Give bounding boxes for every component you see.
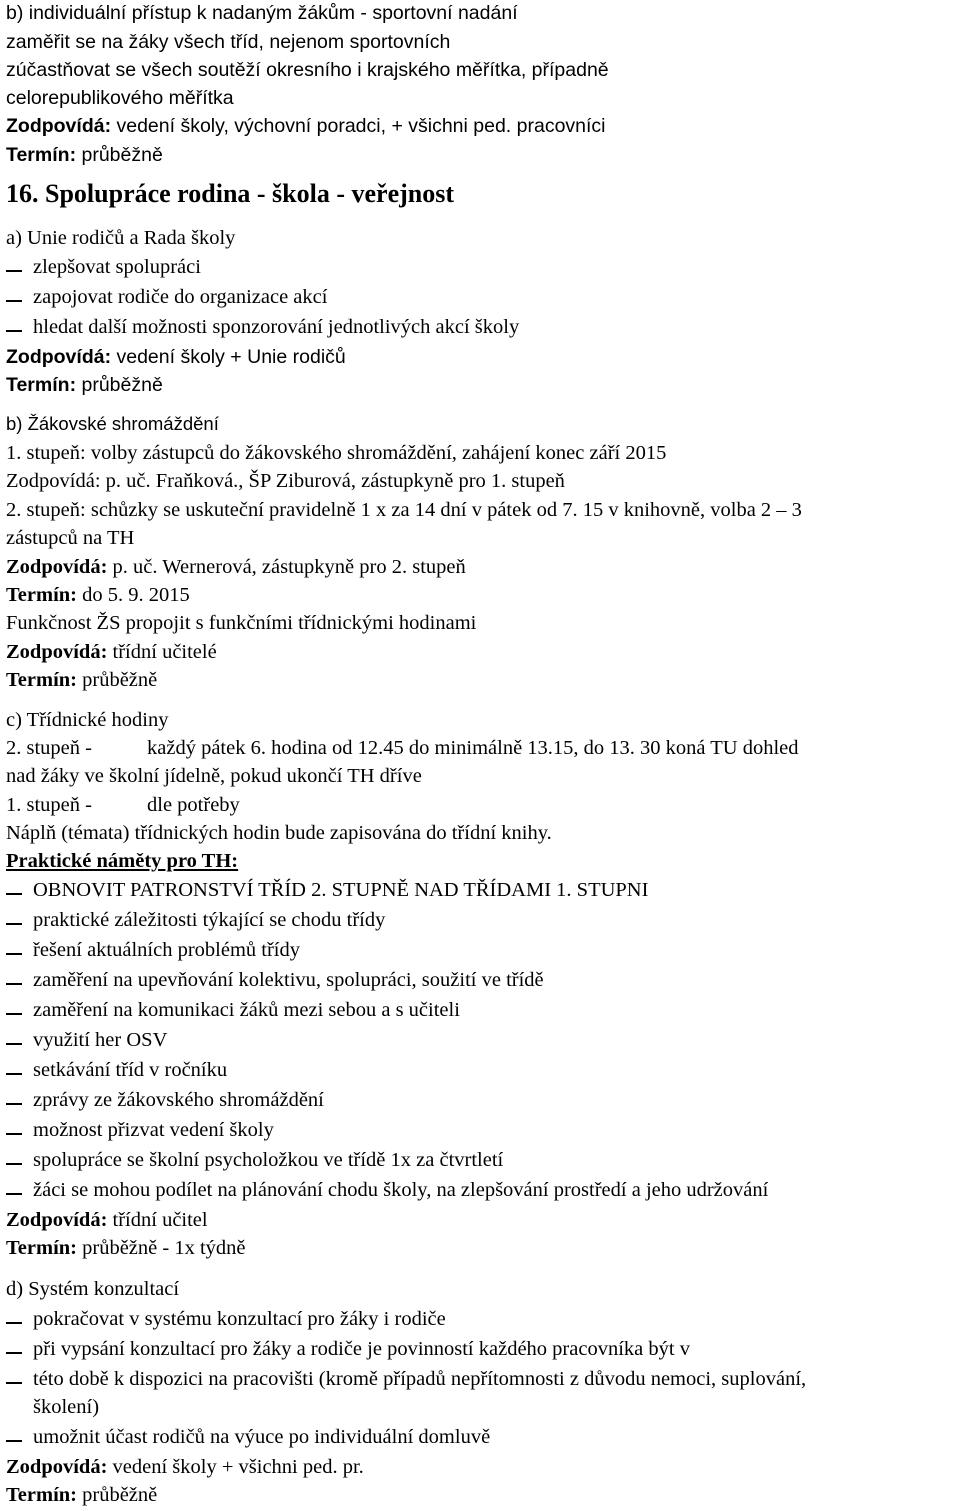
dash-bullet [6, 923, 22, 925]
text-line: celorepublikového měřítka [6, 87, 234, 109]
dash-bullet [6, 983, 22, 985]
dash-bullet [6, 1133, 22, 1135]
subsection-title: a) Unie rodičů a Rada školy [6, 227, 236, 249]
level-text: každý pátek 6. hodina od 12.45 do minimálně 13.15, do 13. 30 koná TU dohled [147, 737, 799, 759]
list-item: řešení aktuálních problémů třídy [33, 939, 300, 961]
text-line [6, 737, 799, 760]
term-line [6, 1237, 246, 1260]
level-text: dle potřeby [147, 794, 240, 816]
dash-bullet [6, 1163, 22, 1165]
list-item: umožnit účast rodičů na výuce po individuální domluvě [33, 1426, 491, 1448]
list-item-continuation: školení) [33, 1396, 100, 1418]
term-label: Termín: [6, 669, 77, 691]
dash-bullet [6, 1352, 22, 1354]
subsection-title: b) Žákovské shromáždění [6, 413, 219, 434]
dash-bullet [6, 1043, 22, 1045]
responsibility-line [6, 1209, 208, 1232]
list-item: zapojovat rodiče do organizace akcí [33, 286, 328, 308]
dash-bullet [6, 893, 22, 895]
dash-bullet [6, 1103, 22, 1105]
list-item: hledat další možnosti sponzorování jednotlivých akcí školy [33, 316, 520, 338]
resp-label: Zodpovídá: [6, 556, 108, 578]
term-value: průběžně [77, 1484, 158, 1506]
responsibility-line [6, 1456, 364, 1479]
level-label: 2. stupeň - [6, 737, 92, 759]
responsibility-line [6, 556, 466, 579]
term-label: Termín: [6, 1484, 77, 1506]
term-label: Termín: [6, 1237, 77, 1259]
list-item: setkávání tříd v ročníku [33, 1059, 228, 1081]
text-line: nad žáky ve školní jídelně, pokud ukončí TH dříve [6, 765, 422, 787]
responsibility-line [6, 115, 606, 138]
list-item: využití her OSV [33, 1029, 168, 1051]
list-item: pokračovat v systému konzultací pro žáky i rodiče [33, 1308, 446, 1330]
dash-bullet [6, 1322, 22, 1324]
list-item: při vypsání konzultací pro žáky a rodiče je povinností každého pracovníka být v [33, 1338, 690, 1360]
section-heading: 16. Spolupráce rodina - škola - veřejnost [6, 179, 455, 208]
term-value: průběžně [77, 669, 158, 691]
text-line: Zodpovídá: p. uč. Fraňková., ŠP Ziburová, zástupkyně pro 1. stupeň [6, 470, 565, 492]
text-line: Náplň (témata) třídnických hodin bude zapisována do třídní knihy. [6, 822, 552, 844]
resp-label: Zodpovídá: [6, 1456, 108, 1478]
dash-bullet [6, 953, 22, 955]
text-line: zástupců na TH [6, 527, 135, 549]
text-line: zúčastňovat se všech soutěží okresního i krajského měřítka, případně [6, 59, 609, 81]
term-line [6, 374, 163, 397]
resp-value: vedení školy + Unie rodičů [111, 346, 346, 368]
list-item: zprávy ze žákovského shromáždění [33, 1089, 324, 1111]
term-label: Termín: [6, 144, 77, 166]
dash-bullet [6, 1440, 22, 1442]
term-label: Termín: [6, 374, 77, 396]
practical-heading: Praktické náměty pro TH: [6, 850, 239, 872]
dash-bullet [6, 1073, 22, 1075]
subsection-title: c) Třídnické hodiny [6, 709, 169, 731]
dash-bullet [6, 1382, 22, 1384]
responsibility-line [6, 346, 346, 369]
dash-bullet [6, 300, 22, 302]
term-line [6, 1484, 157, 1507]
dash-bullet [6, 330, 22, 332]
term-line [6, 669, 157, 692]
text-line: b) individuální přístup k nadaným žákům - sportovní nadání [6, 2, 518, 24]
text-line [6, 794, 240, 817]
resp-value: vedení školy, výchovní poradci, + všichni ped. pracovníci [111, 115, 606, 137]
resp-value: p. uč. Wernerová, zástupkyně pro 2. stupeň [107, 556, 466, 578]
term-value: průběžně [76, 374, 163, 396]
list-item: praktické záležitosti týkající se chodu třídy [33, 909, 386, 931]
level-label: 1. stupeň - [6, 794, 92, 816]
list-item: této době k dispozici na pracovišti (kromě případů nepřítomnosti z důvodu nemoci, suplování, [33, 1368, 807, 1390]
resp-label: Zodpovídá: [6, 641, 108, 663]
text-line: 1. stupeň: volby zástupců do žákovského shromáždění, zahájení konec září 2015 [6, 442, 667, 464]
term-value: průběžně - 1x týdně [77, 1237, 246, 1259]
dash-bullet [6, 1013, 22, 1015]
list-item: možnost přizvat vedení školy [33, 1119, 274, 1141]
resp-value: třídní učitelé [107, 641, 217, 663]
dash-bullet [6, 270, 22, 272]
text-line: 2. stupeň: schůzky se uskuteční pravidelně 1 x za 14 dní v pátek od 7. 15 v knihovně, volba 2 – 3 [6, 499, 802, 521]
list-item: spolupráce se školní psycholožkou ve třídě 1x za čtvrtletí [33, 1149, 504, 1171]
subsection-title: d) Systém konzultací [6, 1278, 180, 1300]
term-value: průběžně [76, 144, 163, 166]
term-value: do 5. 9. 2015 [77, 584, 190, 606]
text-line: Funkčnost ŽS propojit s funkčními třídnickými hodinami [6, 612, 477, 634]
list-item: zaměření na upevňování kolektivu, spolupráci, soužití ve třídě [33, 969, 544, 991]
list-item: žáci se mohou podílet na plánování chodu školy, na zlepšování prostředí a jeho udržování [33, 1179, 769, 1201]
term-label: Termín: [6, 584, 77, 606]
resp-label: Zodpovídá: [6, 115, 112, 137]
list-item: zlepšovat spolupráci [33, 256, 201, 278]
resp-value: vedení školy + všichni ped. pr. [107, 1456, 364, 1478]
responsibility-line [6, 641, 217, 664]
resp-label: Zodpovídá: [6, 346, 112, 368]
list-item: zaměření na komunikaci žáků mezi sebou a s učiteli [33, 999, 460, 1021]
text-line: zaměřit se na žáky všech tříd, nejenom sportovních [6, 31, 451, 53]
dash-bullet [6, 1193, 22, 1195]
term-line [6, 584, 190, 607]
resp-label: Zodpovídá: [6, 1209, 108, 1231]
list-item: OBNOVIT PATRONSTVÍ TŘÍD 2. STUPNĚ NAD TŘÍDAMI 1. STUPNI [33, 879, 649, 901]
term-line [6, 144, 163, 167]
resp-value: třídní učitel [107, 1209, 208, 1231]
